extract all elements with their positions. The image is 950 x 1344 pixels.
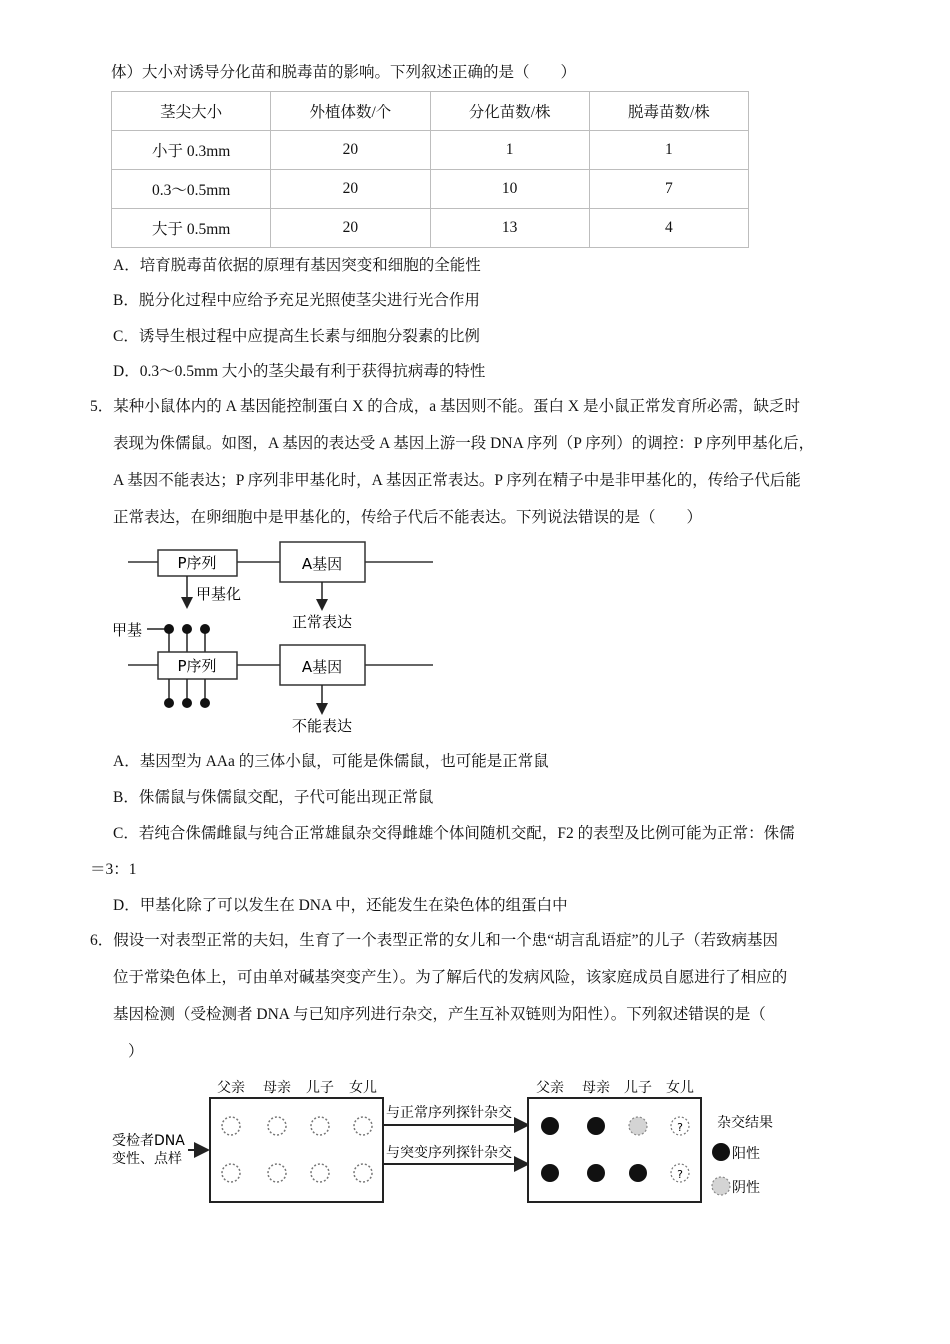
gene-detection-diagram: [100, 1065, 800, 1210]
q5-option-c-line-1: C．若纯合侏儒雌鼠与纯合正常雄鼠杂交得雌雄个体间随机交配，F2 的表型及比例可能为正常：侏儒: [113, 825, 795, 842]
table-cell: 小于 0.3mm: [112, 131, 271, 170]
unknown-mark: ?: [677, 1168, 683, 1181]
q5-stem-line-3: A 基因不能表达；P 序列非甲基化时，A 基因正常表达。P 序列在精子中是非甲基化的，传给子代后能: [113, 472, 801, 489]
methyl-dot-icon: [182, 624, 192, 634]
no-expression-label: 不能表达: [291, 717, 353, 735]
q6-stem-line-2: 位于常染色体上，可由单对碱基突变产生）。为了解后代的发病风险，该家庭成员自愿进行了相应的: [113, 969, 788, 986]
q5-stem-line-4: 正常表达，在卵细胞中是甲基化的，传给子代后不能表达。下列说法错误的是（ ）: [113, 509, 703, 526]
table-cell: 20: [271, 170, 430, 209]
q5-stem-line-2: 表现为侏儒鼠。如图，A 基因的表达受 A 基因上游一段 DNA 序列（P 序列）的调控：P 序列甲基化后，: [113, 435, 815, 452]
q4-option-a: A．培育脱毒苗依据的原理有基因突变和细胞的全能性: [113, 257, 481, 274]
methyl-dot-icon: [164, 698, 174, 708]
table-cell: 大于 0.5mm: [112, 209, 271, 248]
table-cell: 13: [430, 209, 589, 248]
methylation-diagram: [100, 535, 450, 740]
q4-option-b: B．脱分化过程中应给予充足光照使茎尖进行光合作用: [113, 292, 480, 309]
member-label: 儿子: [624, 1080, 652, 1096]
legend-negative-icon: [712, 1177, 730, 1195]
table-header-cell: 分化苗数/株: [430, 92, 589, 131]
methyl-dot-icon: [164, 624, 174, 634]
legend-positive-label: 阳性: [732, 1146, 760, 1162]
member-label: 女儿: [349, 1080, 377, 1096]
member-label: 父亲: [536, 1080, 564, 1096]
table-row: [112, 170, 749, 209]
member-label: 父亲: [217, 1080, 245, 1096]
a-gene-label: A基因: [301, 658, 343, 676]
q5-option-b: B．侏儒鼠与侏儒鼠交配，子代可能出现正常鼠: [113, 789, 434, 806]
q6-stem-line-4: ）: [128, 1043, 144, 1060]
table-header-cell: 外植体数/个: [271, 92, 430, 131]
methyl-dot-icon: [200, 698, 210, 708]
table-cell: 0.3～0.5mm: [112, 170, 271, 209]
positive-spot-icon: [629, 1164, 647, 1182]
table-header-row: [112, 92, 749, 131]
positive-spot-icon: [587, 1164, 605, 1182]
table-cell: 4: [589, 209, 748, 248]
input-label-line-1: 受检者DNA: [112, 1133, 185, 1149]
q5-option-a: A．基因型为 AAa 的三体小鼠，可能是侏儒鼠，也可能是正常鼠: [113, 753, 549, 770]
table-cell: 20: [271, 131, 430, 170]
methyl-dot-icon: [182, 698, 192, 708]
stem-tip-table: [111, 91, 749, 248]
legend-positive-icon: [712, 1143, 730, 1161]
methyl-dot-icon: [200, 624, 210, 634]
positive-spot-icon: [541, 1164, 559, 1182]
table-cell: 7: [589, 170, 748, 209]
table-row: [112, 131, 749, 170]
table-header-cell: 脱毒苗数/株: [589, 92, 748, 131]
q5-option-c-line-2: ＝3：1: [90, 861, 137, 878]
legend-title: 杂交结果: [717, 1115, 773, 1131]
mutant-probe-label: 与突变序列探针杂交: [386, 1145, 512, 1161]
member-label: 儿子: [306, 1080, 334, 1096]
member-label: 母亲: [263, 1080, 291, 1096]
table-cell: 10: [430, 170, 589, 209]
table-cell: 1: [589, 131, 748, 170]
positive-spot-icon: [587, 1117, 605, 1135]
table-header-cell: 茎尖大小: [112, 92, 271, 131]
normal-probe-label: 与正常序列探针杂交: [386, 1105, 512, 1121]
q4-stem-tail: 体）大小对诱导分化苗和脱毒苗的影响。下列叙述正确的是（ ）: [111, 64, 577, 81]
q5-option-d: D．甲基化除了可以发生在 DNA 中，还能发生在染色体的组蛋白中: [113, 897, 568, 914]
unknown-mark: ?: [677, 1121, 683, 1134]
negative-spot-icon: [629, 1117, 647, 1135]
p-seq-label: P序列: [177, 554, 217, 572]
table-row: [112, 209, 749, 248]
result-membrane-box: [528, 1098, 701, 1202]
methylation-label: 甲基化: [196, 585, 242, 603]
sample-membrane-box: [210, 1098, 383, 1202]
q6-stem-line-3: 基因检测（受检测者 DNA 与已知序列进行杂交，产生互补双链则为阳性）。下列叙述错误的是（: [113, 1006, 766, 1023]
q4-option-c: C．诱导生根过程中应提高生长素与细胞分裂素的比例: [113, 328, 480, 345]
member-label: 母亲: [582, 1080, 610, 1096]
table-cell: 20: [271, 209, 430, 248]
table-cell: 1: [430, 131, 589, 170]
a-gene-label: A基因: [301, 555, 343, 573]
positive-spot-icon: [541, 1117, 559, 1135]
q5-stem-line-1: 5．某种小鼠体内的 A 基因能控制蛋白 X 的合成，a 基因则不能。蛋白 X 是小鼠正常发育所必需，缺乏时: [90, 398, 800, 415]
input-label-line-2: 变性、点样: [112, 1151, 182, 1167]
normal-expression-label: 正常表达: [291, 613, 353, 631]
q4-option-d: D．0.3～0.5mm 大小的茎尖最有利于获得抗病毒的特性: [113, 363, 486, 380]
p-seq-label: P序列: [177, 657, 217, 675]
q6-stem-line-1: 6．假设一对表型正常的夫妇，生育了一个表型正常的女儿和一个患“胡言乱语症”的儿子（若致病基因: [90, 932, 779, 949]
legend-negative-label: 阴性: [732, 1180, 760, 1196]
member-label: 女儿: [666, 1080, 694, 1096]
methyl-group-label: 甲基: [112, 621, 143, 639]
